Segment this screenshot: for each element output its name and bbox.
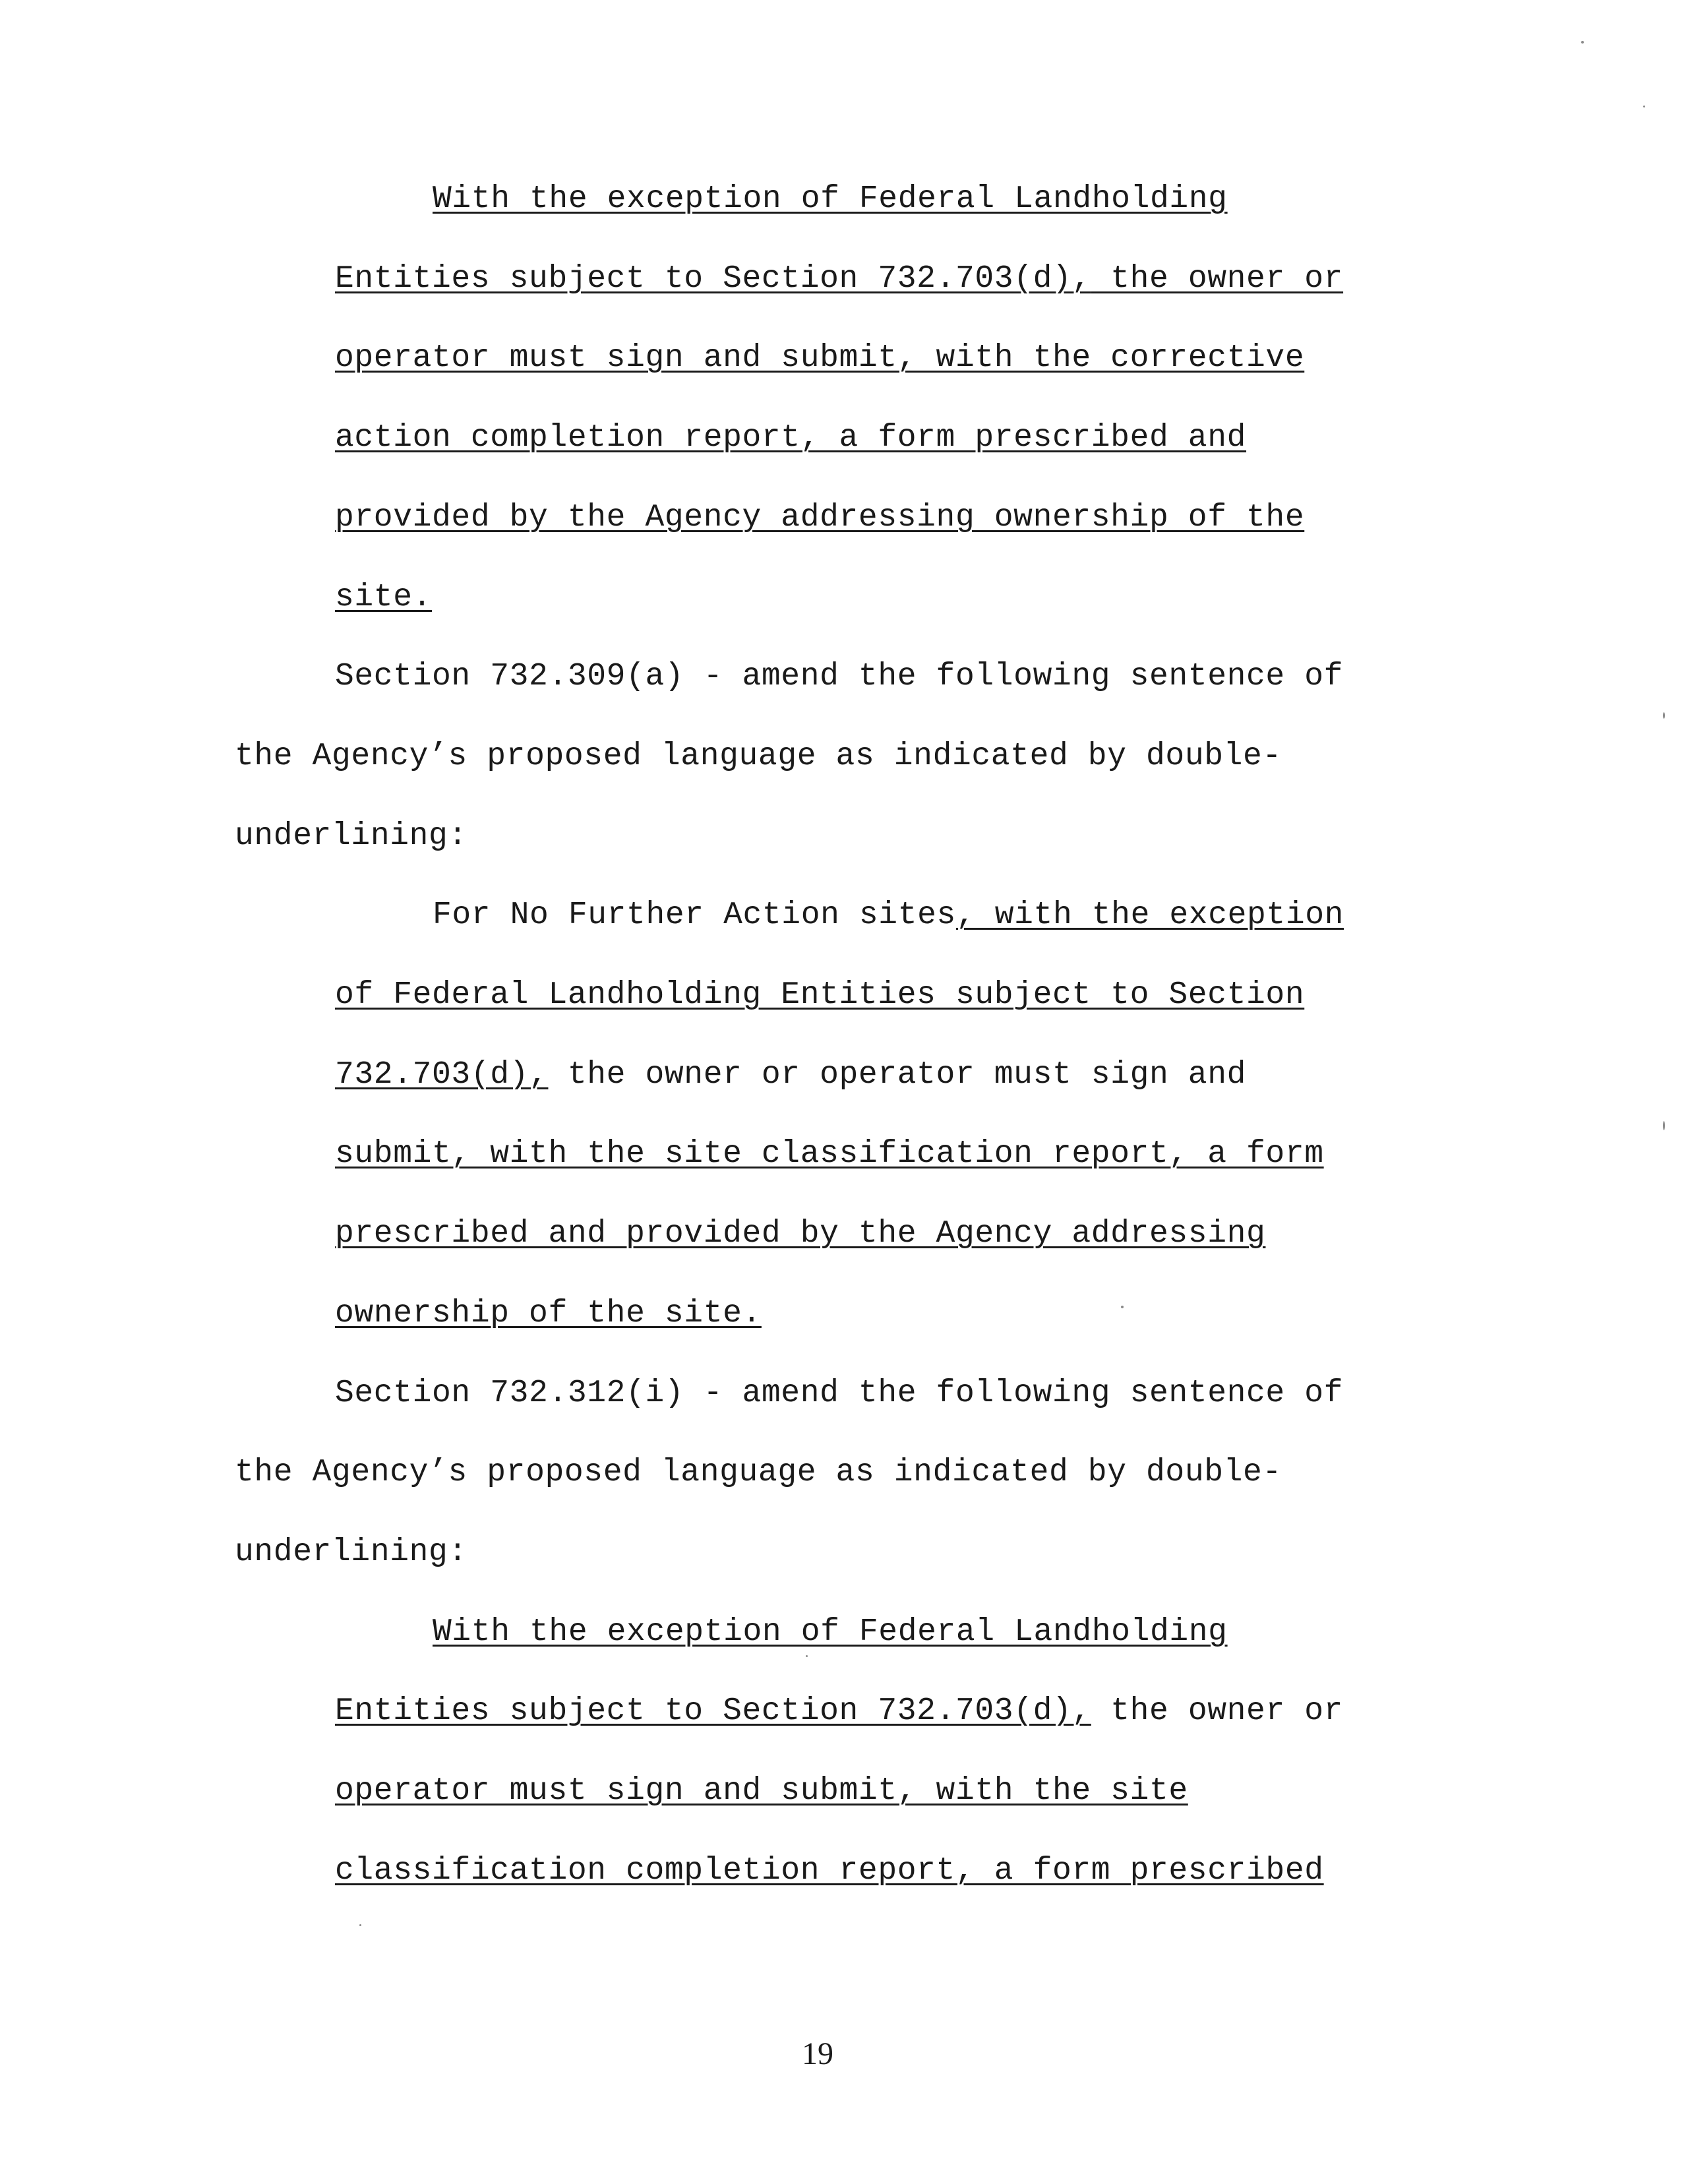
- scan-speck: [806, 1655, 808, 1657]
- scan-speck: [359, 1924, 361, 1926]
- quoted-rule-line: [335, 1214, 1265, 1254]
- underlined-text: operator must sign and submit, with the site: [335, 1773, 1188, 1809]
- quoted-rule-line: [335, 338, 1304, 378]
- underlined-text: submit, with the site classification report, a form: [335, 1136, 1324, 1172]
- underlined-text: , with the exception: [955, 897, 1344, 934]
- scan-speck: [1663, 1121, 1665, 1130]
- text-run: underlining:: [235, 818, 467, 854]
- quoted-rule-line: [335, 1055, 1246, 1095]
- underlined-text: prescribed and provided by the Agency addressing: [335, 1216, 1266, 1252]
- underlined-text: With the exception of Federal Landholding: [433, 1614, 1228, 1650]
- quoted-rule-line: [433, 1612, 1228, 1652]
- quoted-rule-line: [335, 975, 1304, 1015]
- quoted-rule-line: [335, 1851, 1324, 1891]
- scan-speck: [1581, 41, 1584, 44]
- underlined-text: classification completion report, a form prescribed: [335, 1852, 1324, 1889]
- text-run: underlining:: [235, 1534, 467, 1570]
- scan-speck: [1121, 1306, 1124, 1308]
- underlined-text: Entities subject to Section 732.703(d),: [335, 1693, 1091, 1730]
- underlined-text: action completion report, a form prescribed and: [335, 420, 1247, 456]
- text-run: Section 732.312(i) - amend the following sentence of: [335, 1375, 1344, 1411]
- underlined-text: operator must sign and submit, with the corrective: [335, 340, 1305, 377]
- scan-speck: [1663, 712, 1665, 719]
- text-run: For No Further Action sites: [433, 897, 956, 934]
- quoted-rule-line: [335, 1691, 1343, 1731]
- text-run: the Agency’s proposed language as indicated by double-: [235, 1455, 1282, 1491]
- paragraph-line: [235, 816, 467, 856]
- underlined-text: 732.703(d),: [335, 1056, 549, 1093]
- quoted-rule-line: [335, 418, 1246, 458]
- quoted-rule-line: [335, 1294, 762, 1333]
- text-run: Section 732.309(a) - amend the following sentence of: [335, 659, 1344, 695]
- scan-speck: [1643, 106, 1645, 107]
- quoted-rule-line: [433, 179, 1228, 219]
- quoted-rule-line: [335, 578, 432, 617]
- underlined-text: ownership of the site.: [335, 1295, 762, 1331]
- paragraph-line: [235, 737, 1282, 776]
- quoted-rule-line: [335, 498, 1304, 537]
- quoted-rule-line: [335, 1134, 1324, 1174]
- underlined-text: provided by the Agency addressing ownership of the: [335, 499, 1305, 535]
- underlined-text: With the exception of Federal Landholding: [433, 181, 1228, 217]
- text-run: the owner or operator must sign and: [548, 1056, 1247, 1093]
- quoted-rule-line: [335, 259, 1343, 299]
- quoted-rule-line: [335, 1771, 1188, 1811]
- underlined-text: Entities subject to Section 732.703(d),: [335, 260, 1091, 297]
- paragraph-line: [235, 1453, 1282, 1492]
- page-number: 19: [802, 2036, 833, 2071]
- underlined-text: of Federal Landholding Entities subject to Section: [335, 977, 1305, 1013]
- text-run: the owner or: [1091, 1693, 1344, 1730]
- underlined-text: site.: [335, 579, 433, 615]
- paragraph-line: [335, 657, 1343, 696]
- text-run: the Agency’s proposed language as indicated by double-: [235, 738, 1282, 774]
- paragraph-line: [235, 1532, 467, 1572]
- underlined-text: the owner or: [1091, 260, 1344, 297]
- paragraph-line: [335, 1374, 1343, 1413]
- quoted-rule-line: [433, 895, 1344, 935]
